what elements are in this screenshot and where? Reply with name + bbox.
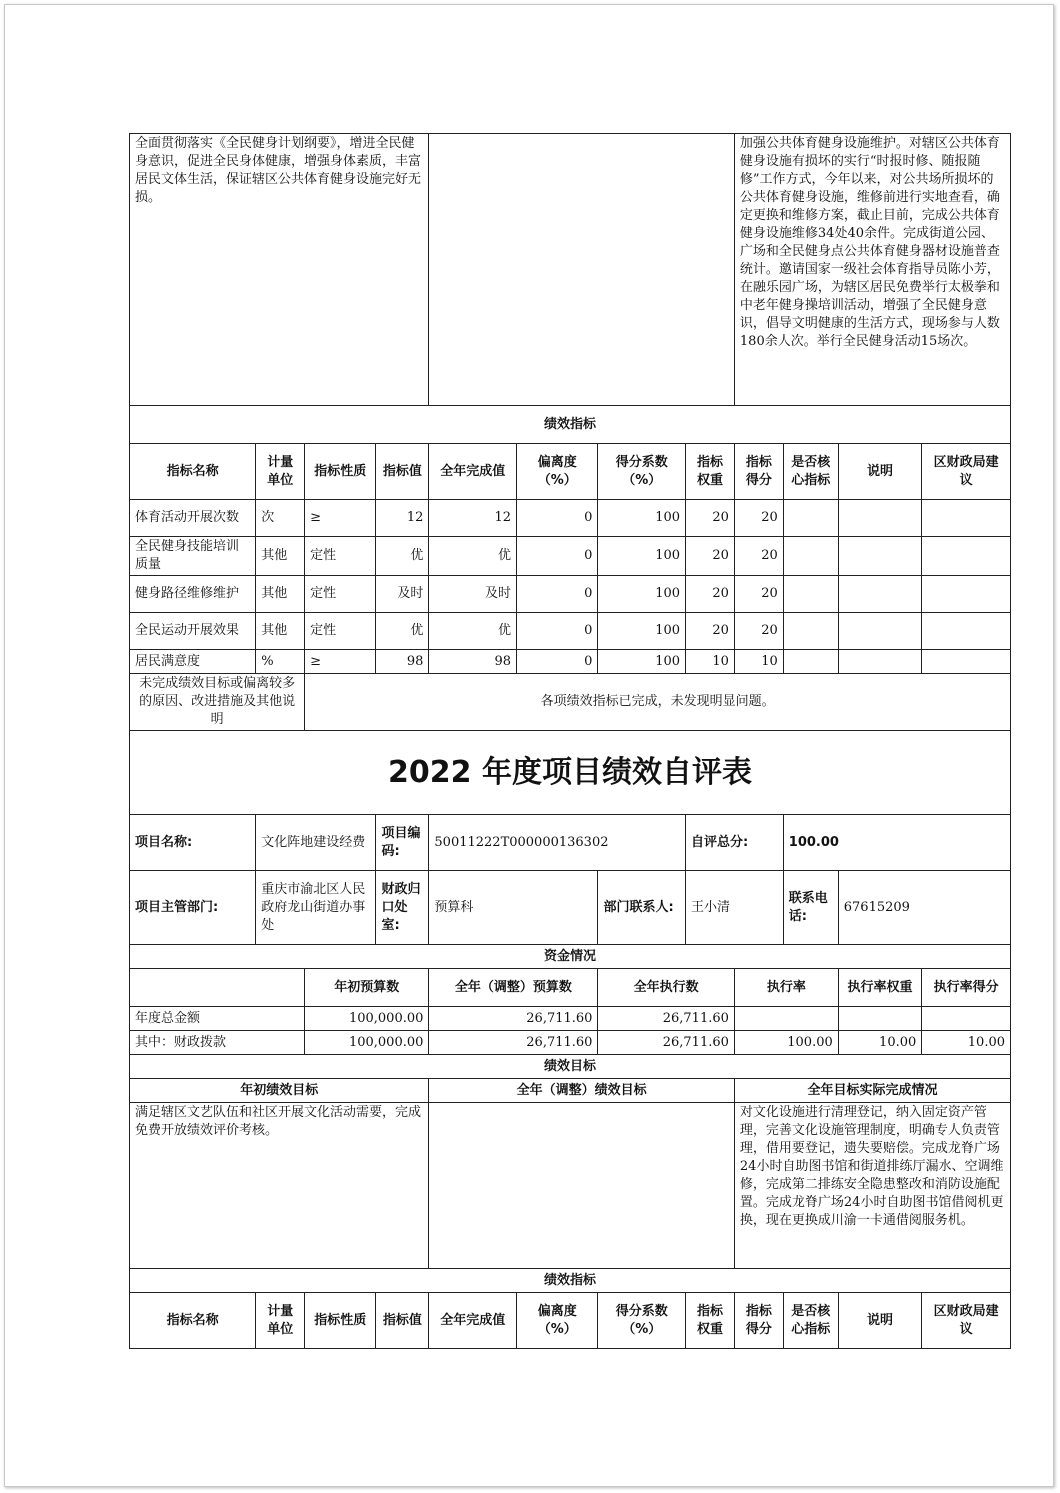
col-weight: 指标权重 <box>686 444 735 500</box>
col-target: 指标值 <box>376 444 429 500</box>
col-coef: 得分系数（%） <box>598 444 686 500</box>
col-actual: 全年完成值 <box>429 444 517 500</box>
total-score: 100.00 <box>783 815 1010 871</box>
dept: 重庆市渝北区人民政府龙山街道办事处 <box>256 871 376 945</box>
col-deviation: 偏离度（%） <box>516 444 597 500</box>
indicators-header-2: 绩效指标 <box>130 1269 1011 1293</box>
explanation-value: 各项绩效指标已完成，未发现明显问题。 <box>305 674 1011 731</box>
phone-label: 联系电话: <box>783 871 838 945</box>
actual-completion: 对文化设施进行清理登记，纳入固定资产管理，完善文化设施管理制度，明确专人负责管理，借用要登记，遗失要赔偿。完成龙脊广场24小时自助图书馆和街道排练厅漏水、空调维修，完成第二排练安全隐患整改和消防设施配置。完成龙脊广场24小时自助图书馆借阅机更换，现在更换成川渝一卡通借阅服务机。 <box>734 1103 1010 1269</box>
table-row: 年度总金额 100,000.00 26,711.60 26,711.60 <box>130 1007 1011 1031</box>
col-score: 指标得分 <box>734 444 783 500</box>
project-name: 文化阵地建设经费 <box>256 815 376 871</box>
col-note: 说明 <box>838 444 922 500</box>
table-row: 全民健身技能培训质量 其他 定性 优 优 0 100 20 20 <box>130 537 1011 576</box>
top-goals-row <box>130 134 1011 406</box>
project-info-row-2 <box>130 871 1011 945</box>
project-name-label: 项目名称: <box>130 815 256 871</box>
top-actual-completion: 加强公共体育健身设施维护。对辖区公共体育健身设施有损坏的实行“时报时修、随报随修”工作方式，今年以来，对公共场所损坏的公共体育健身设施，维修前进行实地查看，确定更换和维修方案，截止目前，完成公共体育健身设施维修34处40余件。完成街道公园、广场和全民健身点公共体育健身器材设施普查统计。邀请国家一级社会体育指导员陈小芳，在融乐园广场，为辖区居民免费举行太极拳和中老年健身操培训活动，增强了全民健身意识，倡导文明健康的生活方式，现场参与人数180余人次。举行全民健身活动15场次。 <box>734 134 1010 406</box>
project-code-label: 项目编码: <box>376 815 429 871</box>
goals-columns-row: 年初绩效目标 全年（调整）绩效目标 全年目标实际完成情况 <box>130 1079 1011 1103</box>
goals-row <box>130 1103 1011 1269</box>
funds-columns-row: 年初预算数 全年（调整）预算数 全年执行数 执行率 执行率权重 执行率得分 <box>130 969 1011 1007</box>
evaluation-sheet <box>129 133 1011 1349</box>
phone: 67615209 <box>838 871 1010 945</box>
col-unit: 计量单位 <box>256 444 305 500</box>
indicators-header: 绩效指标 <box>130 406 1011 444</box>
table-row: 居民满意度 % ≥ 98 98 0 100 10 10 <box>130 650 1011 674</box>
table-row: 体育活动开展次数 次 ≥ 12 12 0 100 20 20 <box>130 500 1011 537</box>
project-code: 50011222T000000136302 <box>429 815 686 871</box>
dept-label: 项目主管部门: <box>130 871 256 945</box>
funds-header: 资金情况 <box>130 945 1011 969</box>
indicator-columns-row-2: 指标名称 计量单位 指标性质 指标值 全年完成值 偏离度（%） 得分系数（%） 指标权重 指标得分 是否核心指标 说明 区财政局建议 <box>130 1293 1011 1349</box>
finance: 预算科 <box>429 871 598 945</box>
top-initial-goal: 全面贯彻落实《全民健身计划纲要》，增进全民健身意识，促进全民身体健康，增强身体素质，丰富居民文体生活，保证辖区公共体育健身设施完好无损。 <box>130 134 429 406</box>
table-row: 全民运动开展效果 其他 定性 优 优 0 100 20 20 <box>130 613 1011 650</box>
page-title: 2022 年度项目绩效自评表 <box>130 731 1011 815</box>
initial-goal: 满足辖区文艺队伍和社区开展文化活动需要，完成免费开放绩效评价考核。 <box>130 1103 429 1269</box>
finance-label: 财政归口处室: <box>376 871 429 945</box>
col-core: 是否核心指标 <box>783 444 838 500</box>
explanation-label: 未完成绩效目标或偏离较多的原因、改进措施及其他说明 <box>130 674 305 731</box>
table-row: 健身路径维修维护 其他 定性 及时 及时 0 100 20 20 <box>130 576 1011 613</box>
indicator-columns-row <box>130 444 1011 500</box>
col-name: 指标名称 <box>130 444 256 500</box>
goals-header: 绩效目标 <box>130 1055 1011 1079</box>
top-adjusted-goal <box>429 134 735 406</box>
col-nature: 指标性质 <box>305 444 376 500</box>
adjusted-goal <box>429 1103 735 1269</box>
project-info-row-1 <box>130 815 1011 871</box>
contact-label: 部门联系人: <box>598 871 686 945</box>
table-row: 其中：财政拨款 100,000.00 26,711.60 26,711.60 100.00 10.00 10.00 <box>130 1031 1011 1055</box>
total-score-label: 自评总分: <box>686 815 784 871</box>
contact: 王小清 <box>686 871 784 945</box>
col-suggestion: 区财政局建议 <box>922 444 1011 500</box>
